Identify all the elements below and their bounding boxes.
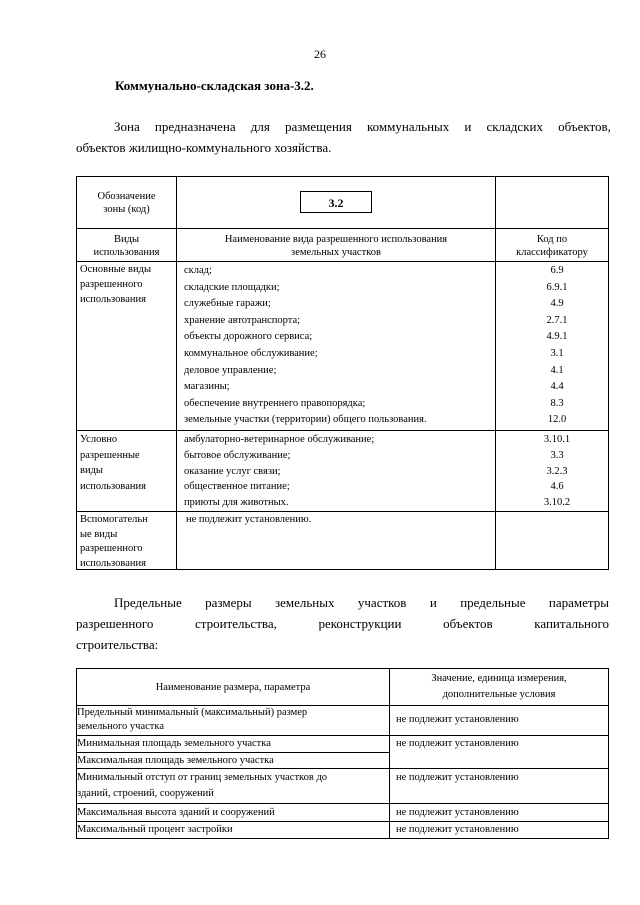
intro-word: размещения bbox=[284, 119, 352, 134]
intro-word: предназначена bbox=[154, 119, 236, 134]
use-code: 3.3 bbox=[550, 449, 564, 461]
group-label: разрешенные bbox=[80, 449, 140, 461]
group-label: использования bbox=[80, 294, 146, 305]
intro-word: для bbox=[250, 119, 270, 134]
use-name: хранение автотранспорта; bbox=[184, 314, 301, 326]
param-value: не подлежит установлению bbox=[396, 714, 519, 725]
param-value: не подлежит установлению bbox=[396, 772, 519, 783]
use-code: 2.7.1 bbox=[546, 314, 568, 326]
params-word: реконструкции bbox=[318, 616, 402, 631]
use-name: оказание услуг связи; bbox=[184, 465, 281, 477]
header-param-name: Наименование размера, параметра bbox=[155, 682, 311, 693]
use-code: 3.10.1 bbox=[543, 434, 571, 445]
group-label: использования bbox=[80, 557, 146, 569]
params-word: капитального bbox=[534, 616, 609, 631]
group-label: разрешенного bbox=[80, 279, 143, 290]
header-name: Наименование вида разрешенного использования bbox=[224, 234, 448, 245]
intro-word: коммунальных bbox=[366, 119, 450, 134]
use-name: земельные участки (территории) общего пользования. bbox=[184, 414, 427, 426]
params-word: и bbox=[429, 595, 437, 610]
param-name: Минимальный отступ от границ земельных участков до bbox=[77, 772, 328, 783]
header-param-value: Значение, единица измерения, bbox=[431, 673, 567, 684]
group-label: виды bbox=[80, 465, 103, 476]
header-types: Виды bbox=[113, 234, 140, 245]
header-code: классификатору bbox=[516, 247, 588, 258]
param-value: не подлежит установлению bbox=[396, 807, 519, 818]
group-label: Условно bbox=[80, 434, 118, 445]
intro-line: объектов жилищно-коммунального хозяйства. bbox=[76, 140, 332, 155]
use-code: 12.0 bbox=[547, 414, 567, 426]
params-word: разрешенного bbox=[76, 616, 154, 631]
param-name: Предельный минимальный (максимальный) размер bbox=[77, 707, 308, 718]
param-value: не подлежит установлению bbox=[396, 824, 519, 835]
use-name: общественное питание; bbox=[184, 481, 290, 493]
params-word: участков bbox=[357, 595, 407, 610]
use-name: склад; bbox=[184, 265, 212, 276]
use-code: 4.4 bbox=[550, 381, 564, 393]
group-label: ые виды bbox=[80, 528, 118, 540]
header-param-value: дополнительные условия bbox=[442, 689, 556, 700]
param-name: Максимальная высота зданий и сооружений bbox=[77, 807, 275, 818]
group-label: разрешенного bbox=[80, 543, 143, 554]
group-label: Вспомогательн bbox=[80, 514, 148, 525]
use-code: 6.9.1 bbox=[546, 281, 568, 293]
use-name: бытовое обслуживание; bbox=[184, 449, 291, 461]
param-name: земельного участка bbox=[77, 721, 164, 732]
use-name: амбулаторно-ветеринарное обслуживание; bbox=[184, 434, 375, 445]
header-name: земельных участков bbox=[291, 247, 381, 258]
params-word: предельные bbox=[460, 595, 526, 610]
use-name: приюты для животных. bbox=[184, 497, 289, 509]
params-word: земельных bbox=[274, 595, 335, 610]
use-name: служебные гаражи; bbox=[184, 298, 271, 310]
params-word: размеры bbox=[205, 595, 252, 610]
params-word: объектов bbox=[443, 616, 493, 631]
use-name: обеспечение внутреннего правопорядка; bbox=[184, 397, 366, 409]
params-line: строительства: bbox=[76, 637, 159, 652]
intro-word: и bbox=[464, 119, 472, 134]
page-number: 26 bbox=[314, 47, 326, 61]
intro-word: складских bbox=[486, 119, 543, 134]
params-word: Предельные bbox=[114, 595, 182, 610]
param-value: не подлежит установлению bbox=[396, 738, 519, 749]
use-code: 6.9 bbox=[550, 265, 564, 276]
use-code: 3.2.3 bbox=[546, 465, 568, 477]
zone-label: Обозначение bbox=[97, 191, 156, 202]
header-code: Код по bbox=[536, 234, 568, 245]
zone-code-box: 3.2 bbox=[300, 191, 372, 213]
use-name: деловое управление; bbox=[184, 364, 277, 376]
use-name: коммунальное обслуживание; bbox=[184, 347, 318, 359]
use-code: 3.10.2 bbox=[543, 497, 571, 509]
use-code: 4.9 bbox=[550, 298, 564, 310]
param-name: Максимальный процент застройки bbox=[77, 824, 233, 835]
intro-word: объектов, bbox=[558, 119, 611, 134]
params-word: параметры bbox=[548, 595, 609, 610]
zone-label: зоны (код) bbox=[103, 204, 150, 215]
use-name: складские площадки; bbox=[184, 281, 280, 293]
use-name: магазины; bbox=[184, 381, 230, 393]
use-name: объекты дорожного сервиса; bbox=[184, 331, 313, 343]
param-name: зданий, строений, сооружений bbox=[77, 788, 214, 799]
params-word: строительства, bbox=[194, 616, 277, 631]
section-heading: Коммунально-складская зона-3.2. bbox=[115, 78, 314, 93]
use-name: не подлежит установлению. bbox=[186, 514, 312, 525]
use-code: 3.1 bbox=[550, 347, 564, 359]
intro-word: Зона bbox=[114, 119, 140, 134]
use-code: 8.3 bbox=[550, 397, 564, 409]
intro-paragraph bbox=[76, 116, 611, 158]
param-name: Минимальная площадь земельного участка bbox=[77, 738, 271, 749]
param-name: Максимальная площадь земельного участка bbox=[77, 755, 274, 766]
params-paragraph bbox=[76, 592, 609, 655]
use-code: 4.1 bbox=[550, 364, 564, 376]
group-label: Основные виды bbox=[80, 264, 152, 275]
use-code: 4.9.1 bbox=[546, 331, 568, 343]
group-label: использования bbox=[80, 480, 146, 492]
header-types: использования bbox=[93, 247, 160, 258]
use-code: 4.6 bbox=[550, 481, 564, 493]
